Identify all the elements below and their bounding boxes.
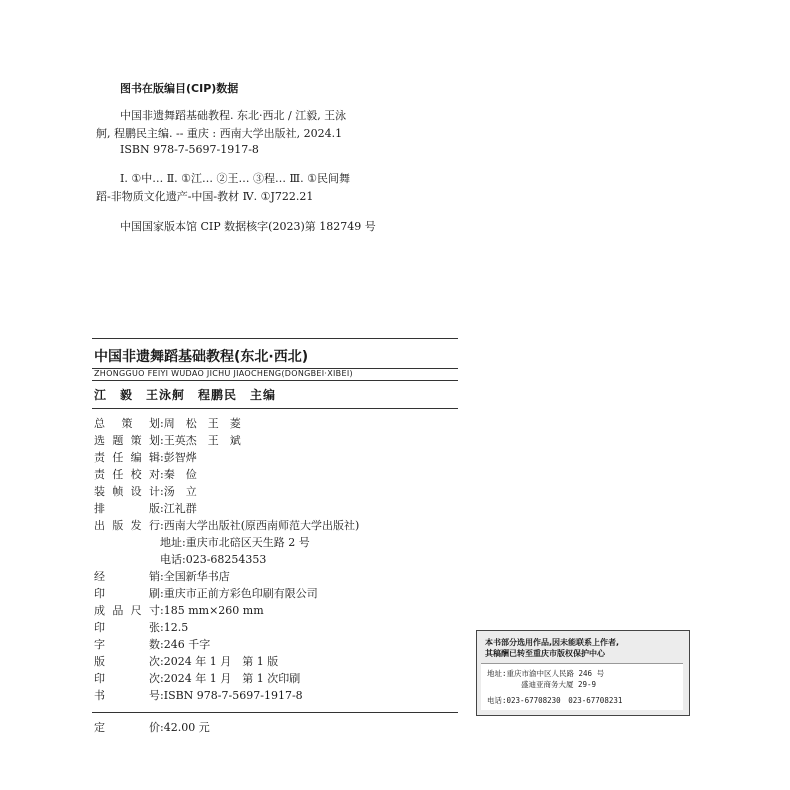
colophon-row: 选题策划:王英杰 王 斌 [94, 434, 241, 447]
colophon-label: 出版发行 [94, 519, 160, 532]
colophon-row: 印 次:2024 年 1 月 第 1 次印刷 [94, 672, 301, 685]
colophon-value: 全国新华书店 [163, 570, 230, 583]
colophon-row: 字 数:246 千字 [94, 638, 211, 651]
cip-line: Ⅰ. ①中… Ⅱ. ①江… ②王… ③程… Ⅲ. ①民间舞 [120, 172, 350, 185]
colophon-value: 彭智烨 [163, 451, 197, 464]
colophon-row: 印 张:12.5 [94, 621, 189, 634]
book-title: 中国非遗舞蹈基础教程(东北·西北) [94, 349, 309, 365]
colophon-value: 西南大学出版社(原西南师范大学出版社) [163, 519, 360, 532]
colophon-row: 印 刷:重庆市正前方彩色印刷有限公司 [94, 587, 318, 600]
colophon-row: 责任校对:秦 俭 [94, 468, 197, 481]
colophon-value: ISBN 978-7-5697-1917-8 [163, 689, 303, 702]
divider [92, 408, 458, 409]
colophon-label: 成品尺寸 [94, 604, 160, 617]
colophon-value: 王英杰 王 斌 [163, 434, 241, 447]
divider [92, 712, 458, 713]
book-authors: 江 毅 王泳舸 程鹏民 主编 [94, 388, 277, 402]
colophon-label: 定 价 [94, 721, 160, 734]
colophon-label: 印 次 [94, 672, 160, 685]
publisher-address: 地址:重庆市北碚区天生路 2 号 [160, 536, 310, 549]
divider [92, 338, 458, 339]
colophon-row: 成品尺寸:185 mm×260 mm [94, 604, 264, 617]
notice-contact [481, 663, 683, 710]
colophon-label: 印 刷 [94, 587, 160, 600]
colophon-value: 12.5 [163, 621, 189, 634]
colophon-value: 秦 俭 [163, 468, 197, 481]
colophon-label: 经 销 [94, 570, 160, 583]
colophon-row: 版 次:2024 年 1 月 第 1 版 [94, 655, 279, 668]
colophon-value: 2024 年 1 月 第 1 版 [163, 655, 279, 668]
colophon-row: 装帧设计:汤 立 [94, 485, 197, 498]
notice-address: 地址:重庆市渝中区人民路 246 号 [487, 669, 605, 678]
colophon-value: 重庆市正前方彩色印刷有限公司 [163, 587, 318, 600]
publisher-phone: 电话:023-68254353 [160, 553, 267, 566]
colophon-label: 版 次 [94, 655, 160, 668]
colophon-label: 责任编辑 [94, 451, 160, 464]
cip-line: 中国非遗舞蹈基础教程. 东北·西北 / 江毅, 王泳 [120, 109, 347, 122]
colophon-label: 排 版 [94, 502, 160, 515]
colophon-row-price: 定 价:42.00 元 [94, 721, 210, 734]
cip-line: 蹈-非物质文化遗产-中国-教材 Ⅳ. ①J722.21 [96, 190, 314, 203]
divider [92, 380, 458, 381]
notice-phone: 电话:023-67708230 023-67708231 [487, 696, 623, 705]
colophon-value: 246 千字 [163, 638, 211, 651]
cip-record-number: 中国国家版本馆 CIP 数据核字(2023)第 182749 号 [120, 220, 376, 233]
colophon-label: 印 张 [94, 621, 160, 634]
colophon-value: 2024 年 1 月 第 1 次印刷 [163, 672, 301, 685]
colophon-value: 江礼群 [163, 502, 197, 515]
notice-line: 其稿酬已转至重庆市版权保护中心 [485, 649, 605, 658]
colophon-row: 排 版:江礼群 [94, 502, 197, 515]
colophon-value: 周 松 王 菱 [163, 417, 241, 430]
copyright-notice-box [476, 630, 690, 716]
colophon-label: 总 策 划 [94, 417, 160, 430]
colophon-label: 装帧设计 [94, 485, 160, 498]
notice-line: 本书部分选用作品,因未能联系上作者, [485, 638, 620, 647]
cip-heading: 图书在版编目(CIP)数据 [120, 82, 239, 95]
cip-line: 舸, 程鹏民主编. -- 重庆 : 西南大学出版社, 2024.1 [96, 127, 343, 140]
colophon-row: 出版发行:西南大学出版社(原西南师范大学出版社) [94, 519, 360, 532]
colophon-value: 185 mm×260 mm [163, 604, 264, 617]
cip-isbn: ISBN 978-7-5697-1917-8 [120, 143, 259, 156]
colophon-label: 字 数 [94, 638, 160, 651]
colophon-row: 书 号:ISBN 978-7-5697-1917-8 [94, 689, 303, 702]
colophon-label: 书 号 [94, 689, 160, 702]
notice-address-cont: 盛迪亚商务大厦 29-9 [521, 680, 597, 689]
colophon-row: 总 策 划:周 松 王 菱 [94, 417, 241, 430]
colophon-label: 责任校对 [94, 468, 160, 481]
book-title-pinyin: ZHONGGUO FEIYI WUDAO JICHU JIAOCHENG(DONGBEI·XIBEI) [94, 369, 353, 378]
colophon-label: 选题策划 [94, 434, 160, 447]
price-value: 42.00 元 [163, 721, 210, 734]
colophon-value: 汤 立 [163, 485, 197, 498]
colophon-row: 经 销:全国新华书店 [94, 570, 230, 583]
colophon-row: 责任编辑:彭智烨 [94, 451, 197, 464]
